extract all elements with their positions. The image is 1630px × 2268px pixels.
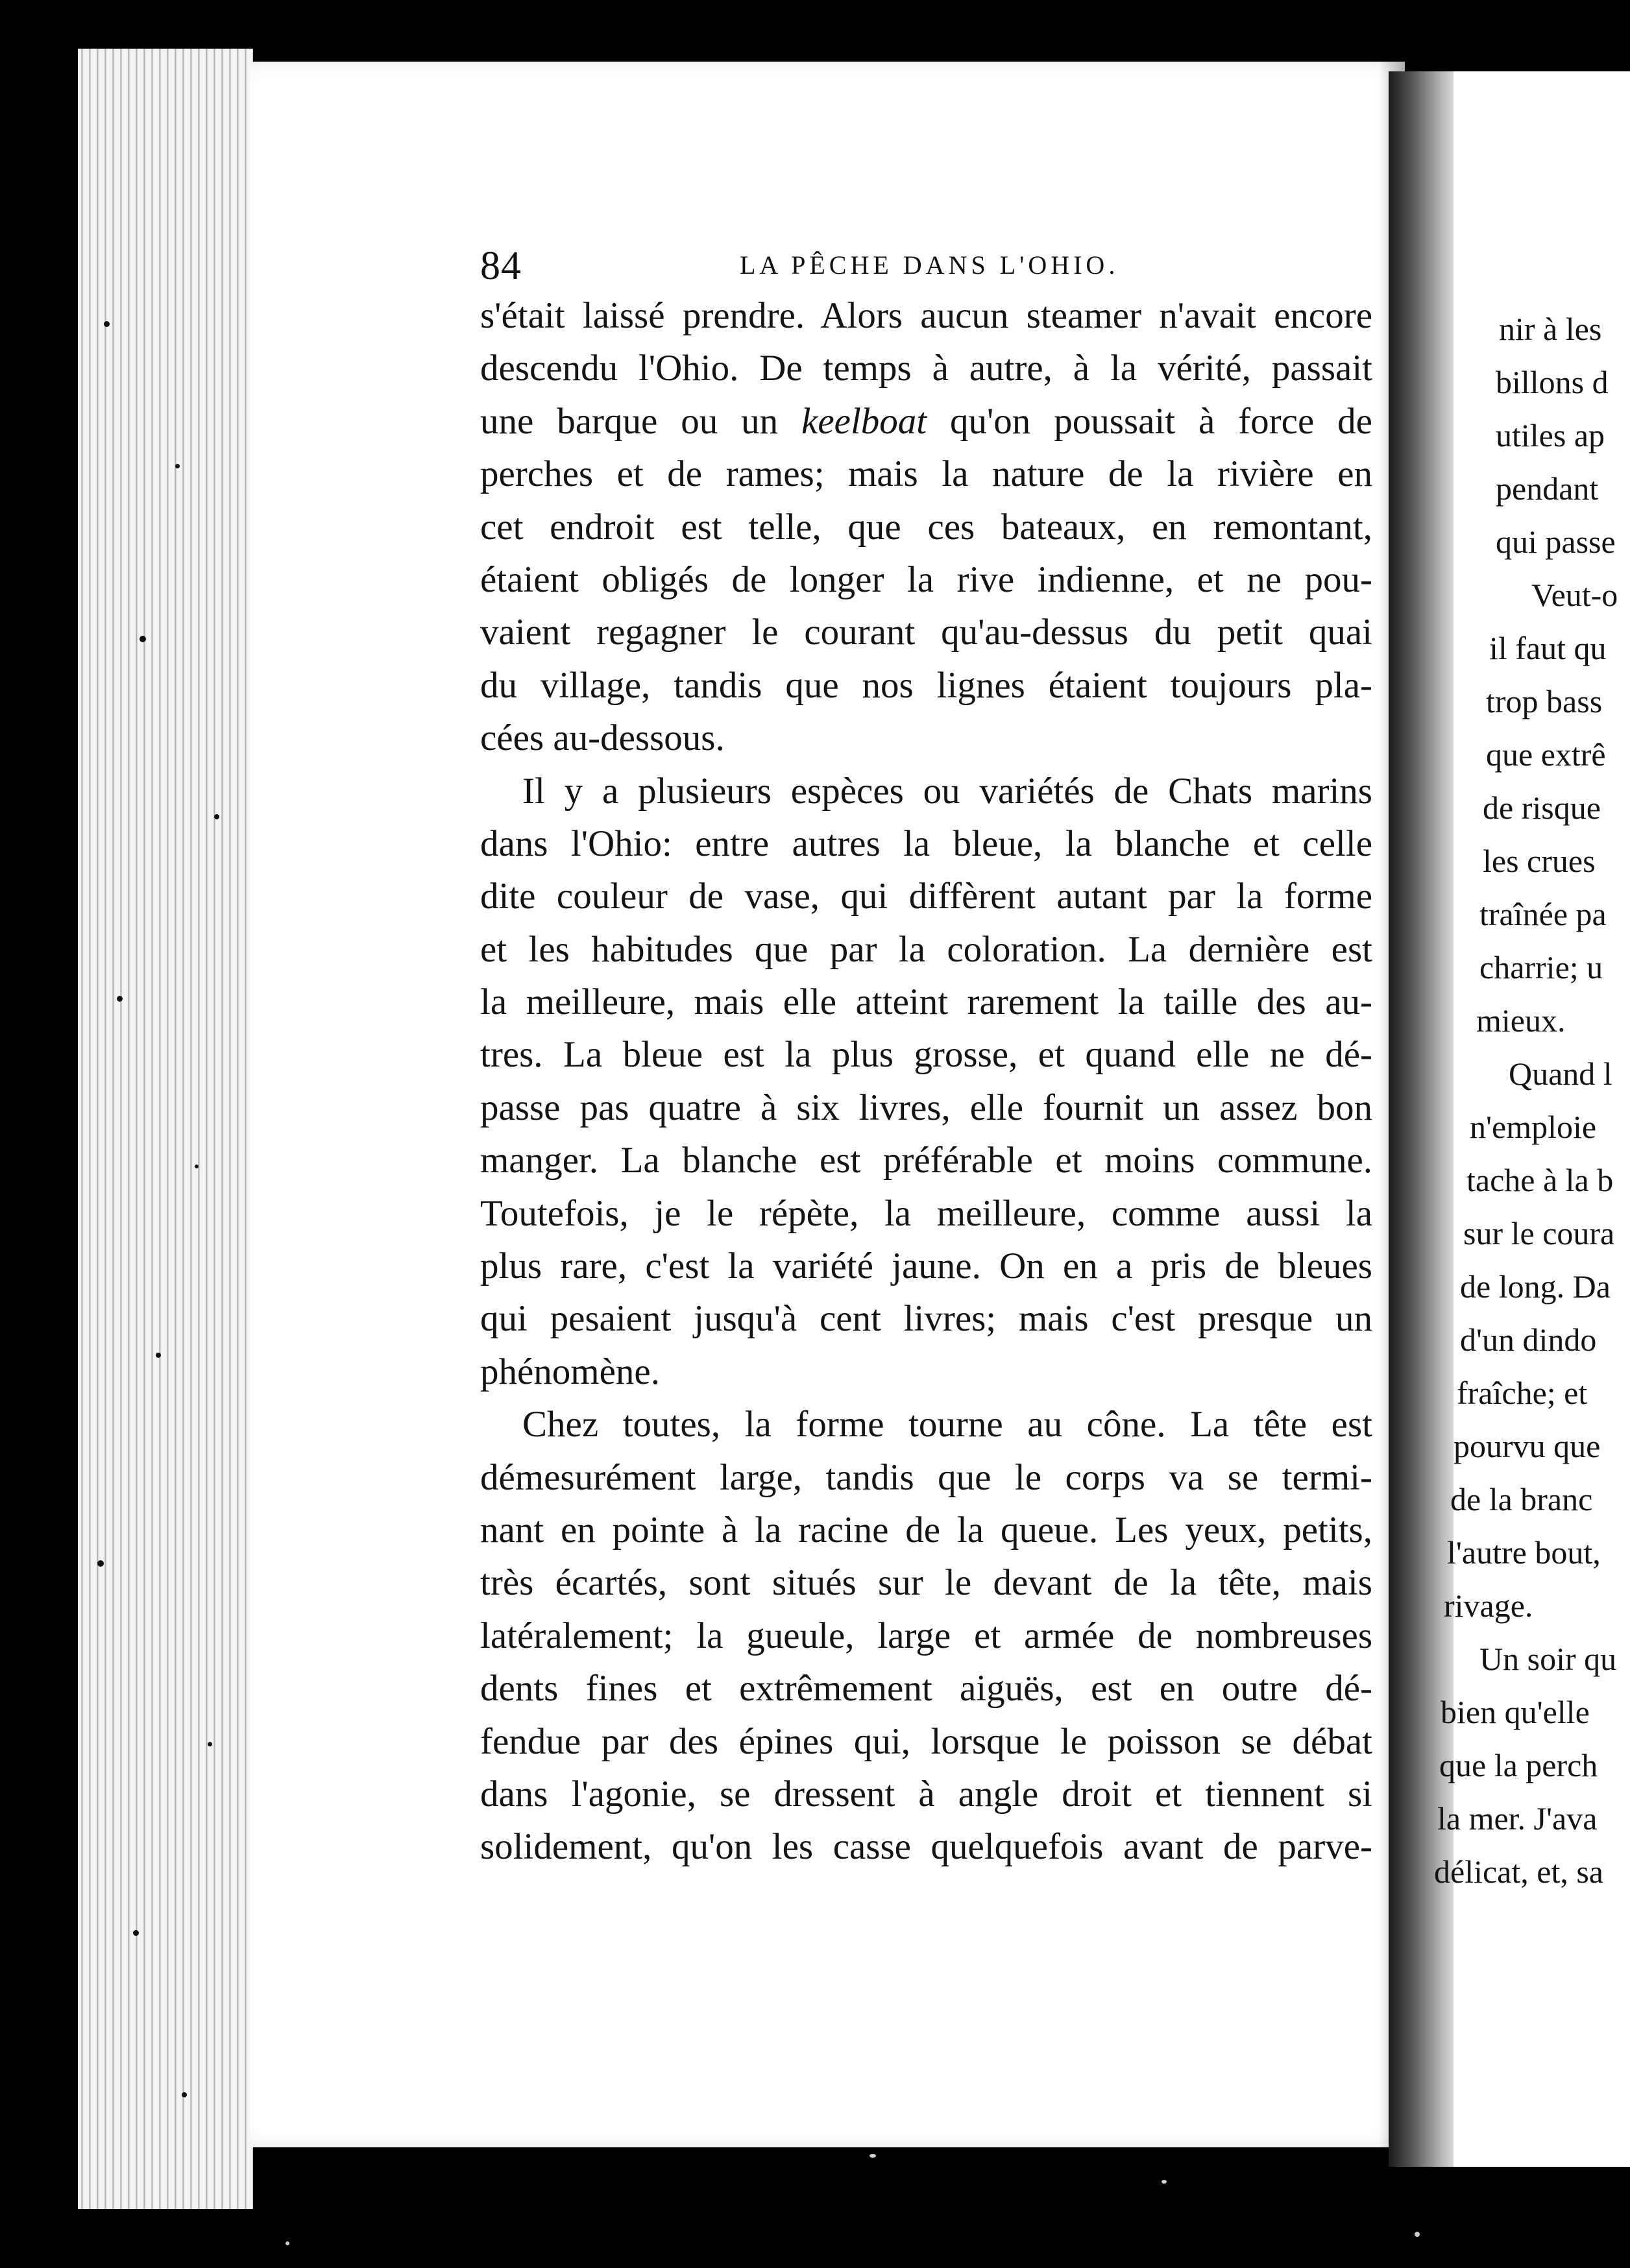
speck bbox=[208, 1742, 212, 1746]
text-line: les crues bbox=[1483, 843, 1596, 879]
text-line: Il y a plusieurs espèces ou variétés de Chats marins bbox=[522, 770, 1372, 812]
text-line: tache à la b bbox=[1466, 1162, 1614, 1198]
text-line: dents fines et extrêmement aiguës, est en outre dé- bbox=[480, 1668, 1372, 1709]
dust-speck bbox=[1162, 2180, 1167, 2184]
text-line: dite couleur de vase, qui diffèrent autant par la forme bbox=[480, 876, 1372, 917]
text-line: que la perch bbox=[1439, 1747, 1598, 1783]
text-line: latéralement; la gueule, large et armée de nombreuses bbox=[480, 1615, 1372, 1656]
text-line: rivage. bbox=[1444, 1587, 1533, 1624]
dust-speck bbox=[286, 2241, 289, 2245]
speck bbox=[97, 1560, 104, 1567]
text-line: de risque bbox=[1483, 790, 1601, 826]
text-line: qui pesaient jusqu'à cent livres; mais c'est presque un bbox=[480, 1298, 1372, 1340]
text-line: phénomène. bbox=[480, 1351, 660, 1392]
text-line: fraîche; et bbox=[1457, 1375, 1588, 1411]
text-line: perches et de rames; mais la nature de la rivière en bbox=[480, 453, 1372, 495]
text-line: il faut qu bbox=[1489, 630, 1607, 666]
left-page-text bbox=[480, 289, 1372, 1874]
text-line: traînée pa bbox=[1479, 896, 1607, 932]
text-line: plus rare, c'est la variété jaune. On en a pris de bleues bbox=[480, 1246, 1372, 1287]
text-line: étaient obligés de longer la rive indienne, et ne pou- bbox=[480, 559, 1372, 600]
speck bbox=[133, 1930, 139, 1936]
text-line: trop bass bbox=[1486, 683, 1603, 719]
text-line: démesurément large, tandis que le corps va se termi- bbox=[480, 1456, 1372, 1498]
text-line: charrie; u bbox=[1479, 949, 1603, 985]
text-line: utiles ap bbox=[1496, 417, 1605, 453]
text-line: très écartés, sont situés sur le devant de la tête, mais bbox=[480, 1562, 1372, 1604]
text-line: cet endroit est telle, que ces bateaux, en remontant, bbox=[480, 506, 1372, 548]
dust-speck bbox=[1415, 2232, 1420, 2237]
text-line: l'autre bout, bbox=[1447, 1534, 1601, 1571]
text-line: la meilleure, mais elle atteint rarement la taille des au- bbox=[480, 982, 1372, 1023]
text-line: mieux. bbox=[1476, 1002, 1566, 1039]
text-line: fendue par des épines qui, lorsque le poisson se débat bbox=[480, 1720, 1372, 1762]
text-line: solidement, qu'on les casse quelquefois avant de parve- bbox=[480, 1826, 1372, 1868]
text-line: dans l'agonie, se dressent à angle droit et tiennent si bbox=[480, 1773, 1372, 1815]
text-line: et les habitudes que par la coloration. La dernière est bbox=[480, 928, 1372, 970]
speck bbox=[140, 636, 146, 642]
text-line: de long. Da bbox=[1460, 1268, 1611, 1305]
text-line: une barque ou un keelboat qu'on poussait à force de bbox=[480, 400, 1372, 442]
text-line: cées au-dessous. bbox=[480, 718, 725, 759]
running-title: LA PÊCHE DANS L'OHIO. bbox=[740, 250, 1119, 280]
text-line: Veut-o bbox=[1531, 577, 1618, 613]
speck bbox=[182, 2092, 187, 2097]
text-line: descendu l'Ohio. De temps à autre, à la vérité, passait bbox=[480, 348, 1372, 389]
speck bbox=[175, 464, 180, 468]
speck bbox=[156, 1353, 161, 1358]
text-line: de la branc bbox=[1450, 1481, 1593, 1517]
text-line: Toutefois, je le répète, la meilleure, comme aussi la bbox=[480, 1192, 1372, 1234]
text-line: pendant bbox=[1496, 470, 1599, 507]
text-line: tres. La bleue est la plus grosse, et quand elle ne dé- bbox=[480, 1034, 1372, 1076]
speck bbox=[104, 321, 110, 327]
page-edge-strip bbox=[78, 49, 253, 2209]
text-line: nir à les bbox=[1499, 311, 1602, 347]
text-line: Quand l bbox=[1509, 1056, 1612, 1092]
text-line: sur le coura bbox=[1463, 1215, 1615, 1251]
text-line: Un soir qu bbox=[1479, 1641, 1617, 1677]
text-line: d'un dindo bbox=[1460, 1321, 1597, 1358]
speck bbox=[195, 1164, 199, 1168]
text-line: s'était laissé prendre. Alors aucun steamer n'avait encore bbox=[480, 295, 1372, 336]
speck bbox=[214, 814, 219, 819]
italic-word: keelboat bbox=[801, 400, 927, 442]
text-line: dans l'Ohio: entre autres la bleue, la blanche et celle bbox=[480, 823, 1372, 864]
text-line: n'emploie bbox=[1470, 1109, 1597, 1145]
text-line: passe pas quatre à six livres, elle fournit un assez bon bbox=[480, 1087, 1372, 1128]
text-line: billons d bbox=[1496, 364, 1609, 400]
text-line: nant en pointe à la racine de la queue. Les yeux, petits, bbox=[480, 1509, 1372, 1550]
text-line: que extrê bbox=[1486, 736, 1606, 773]
dust-speck bbox=[870, 2154, 876, 2158]
text-line: vaient regagner le courant qu'au-dessus du petit quai bbox=[480, 612, 1372, 653]
running-header bbox=[480, 243, 1363, 289]
text-line: qui passe bbox=[1496, 524, 1616, 560]
text-line: manger. La blanche est préférable et moins commune. bbox=[480, 1140, 1372, 1181]
text-line: Chez toutes, la forme tourne au cône. La tête est bbox=[522, 1404, 1372, 1445]
text-line: délicat, et, sa bbox=[1434, 1853, 1603, 1890]
text-line: du village, tandis que nos lignes étaient toujours pla- bbox=[480, 664, 1372, 706]
page-number: 84 bbox=[480, 244, 522, 288]
text-line: bien qu'elle bbox=[1441, 1694, 1590, 1730]
speck bbox=[117, 996, 123, 1002]
text-line: pourvu que bbox=[1454, 1428, 1601, 1464]
text-line: la mer. J'ava bbox=[1437, 1800, 1598, 1837]
